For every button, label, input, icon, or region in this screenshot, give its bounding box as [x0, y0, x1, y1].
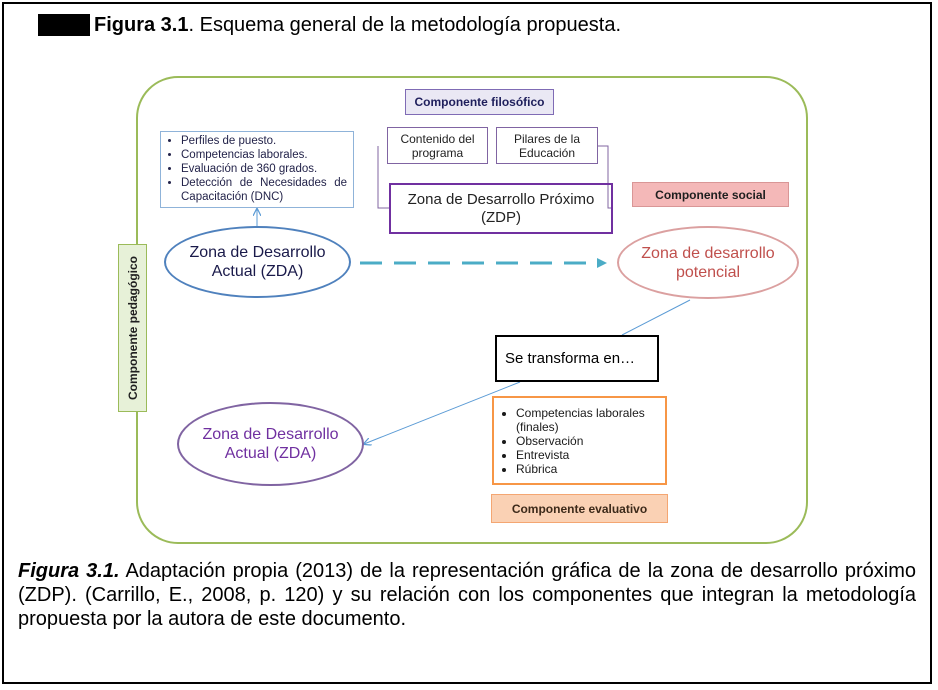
figure-label: Figura 3.1	[94, 13, 189, 36]
evaluacion-list-box	[492, 396, 667, 485]
caption-lead: Figura 3.1.	[18, 560, 120, 582]
zona-potencial-ellipse: Zona de desarrollo potencial	[617, 226, 799, 299]
list-item: • Competencias laborales (finales)	[516, 406, 659, 434]
pilares-educacion-box: Pilares de la Educación	[496, 127, 598, 164]
perfiles-list-box	[160, 131, 354, 208]
potencial-to-transforma-line	[622, 300, 690, 335]
list-item: • Detección de Necesidades de Capacitación (DNC)	[181, 176, 347, 204]
componente-evaluativo-label: Componente evaluativo	[491, 494, 668, 523]
figure-title: . Esquema general de la metodología propuesta.	[188, 13, 621, 36]
list-item: • Perfiles de puesto.	[181, 134, 347, 148]
figure-caption	[18, 559, 916, 631]
zdp-box: Zona de Desarrollo Próximo (ZDP)	[389, 183, 613, 234]
contenido-programa-box: Contenido del programa	[387, 127, 488, 164]
list-item: • Evaluación de 360 grados.	[181, 162, 347, 176]
list-item: • Observación	[516, 434, 659, 448]
zda-actual-ellipse-top: Zona de Desarrollo Actual (ZDA)	[164, 226, 351, 298]
list-item: • Competencias laborales.	[181, 148, 347, 162]
transforma-box: Se transforma en…	[495, 335, 659, 382]
zda-actual-ellipse-bottom: Zona de Desarrollo Actual (ZDA)	[177, 402, 364, 486]
componente-social-label: Componente social	[632, 182, 789, 207]
list-item: • Rúbrica	[516, 462, 659, 476]
caption-text: Adaptación propia (2013) de la representación gráfica de la zona de desarrollo próximo (ZDP). (Carrillo, E., 2008, p. 120) y su relación con los componentes que integran la metodología propuesta por la autora de este documento.	[18, 560, 917, 630]
list-item: • Entrevista	[516, 448, 659, 462]
componente-pedagogico-text: Componente pedagógico	[125, 256, 140, 400]
componente-filosofico-label: Componente filosófico	[405, 89, 554, 115]
componente-pedagogico-label	[118, 244, 147, 412]
